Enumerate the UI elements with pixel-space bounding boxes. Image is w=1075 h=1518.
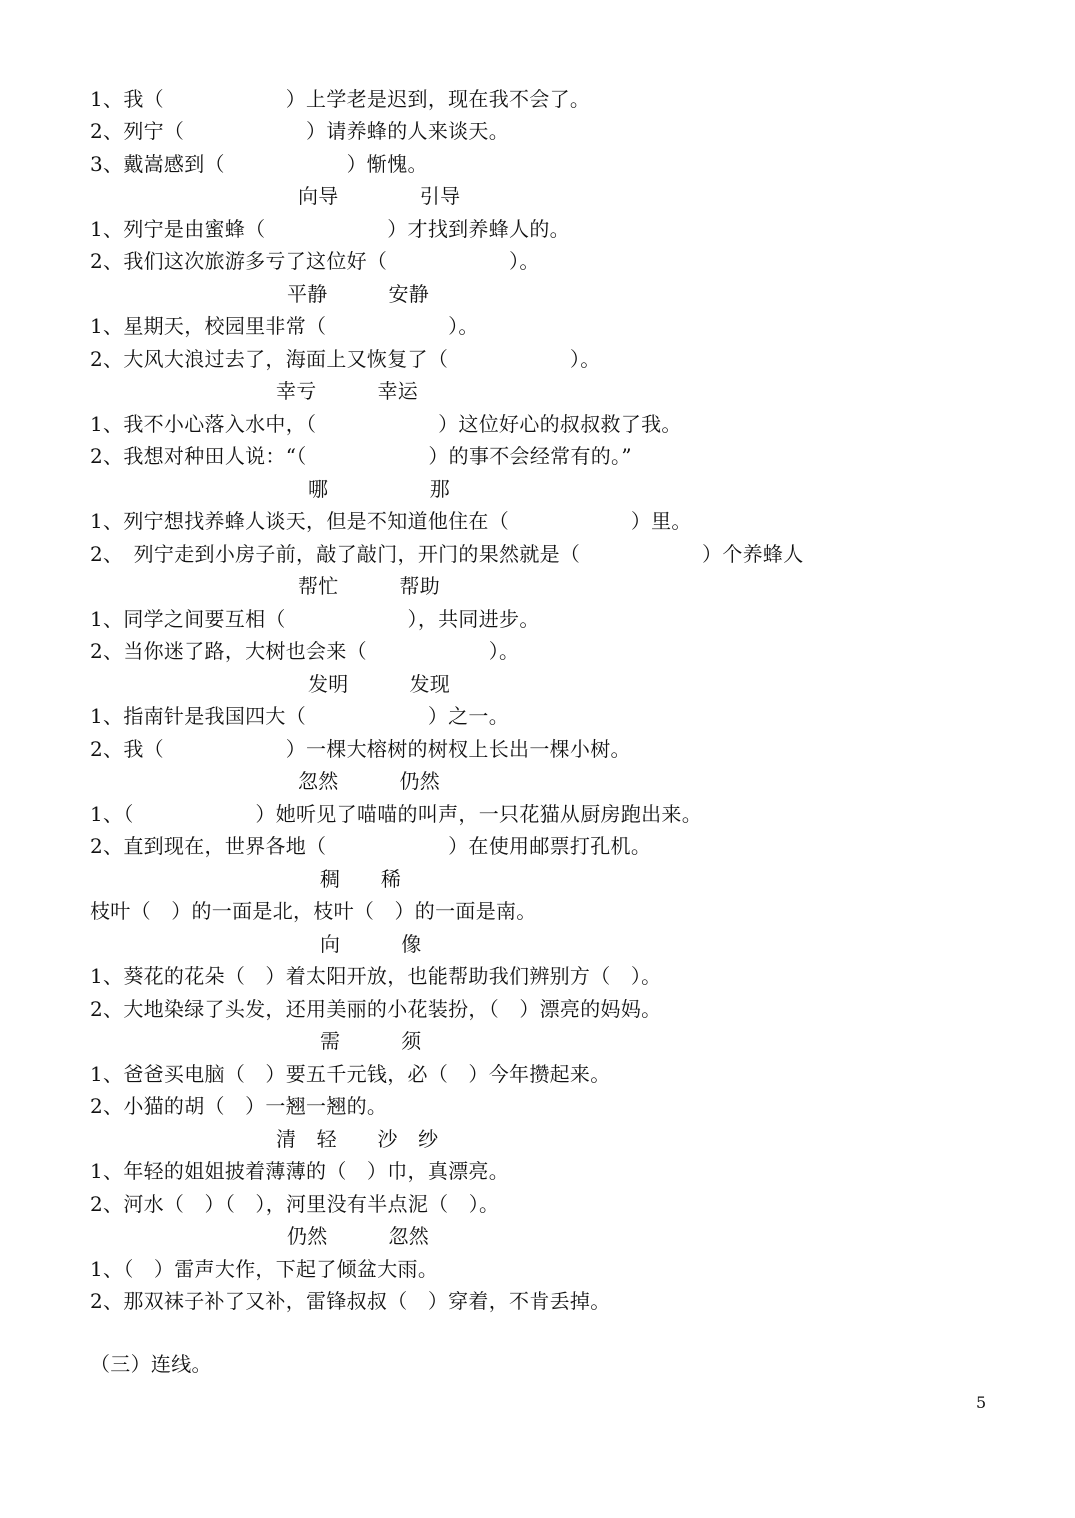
sentence-line: 2、我想对种田人说：“（ ）的事不会经常有的。” bbox=[90, 444, 632, 468]
page-number: 5 bbox=[976, 1393, 987, 1412]
word-pair-line: 向 像 bbox=[320, 932, 422, 956]
sentence-line: 1、指南针是我国四大（ ）之一。 bbox=[90, 704, 510, 728]
word-pair-line: 清 轻 沙 纱 bbox=[276, 1127, 439, 1151]
word-pair-line: 幸亏 幸运 bbox=[276, 379, 419, 403]
sentence-line: 1、我（ ）上学老是迟到，现在我不会了。 bbox=[90, 87, 591, 111]
sentence-line: 2、大风大浪过去了，海面上又恢复了（ ）。 bbox=[90, 347, 601, 371]
sentence-line: 2、我（ ）一棵大榕树的树杈上长出一棵小树。 bbox=[90, 737, 631, 761]
word-pair-line: 发明 发现 bbox=[308, 672, 451, 696]
sentence-line: 3、戴嵩感到（ ）惭愧。 bbox=[90, 152, 428, 176]
sentence-line: 2、大地染绿了头发，还用美丽的小花装扮，（ ）漂亮的妈妈。 bbox=[90, 997, 662, 1021]
sentence-line: 1、（ ）她听见了喵喵的叫声，一只花猫从厨房跑出来。 bbox=[90, 802, 703, 826]
word-pair-line: 忽然 仍然 bbox=[298, 769, 441, 793]
sentence-line: 1、我不小心落入水中，（ ）这位好心的叔叔救了我。 bbox=[90, 412, 682, 436]
sentence-line: 枝叶（ ）的一面是北，枝叶（ ）的一面是南。 bbox=[90, 899, 537, 923]
sentence-line: 1、葵花的花朵（ ）着太阳开放，也能帮助我们辨别方（ ）。 bbox=[90, 964, 662, 988]
sentence-line: 1、（ ）雷声大作，下起了倾盆大雨。 bbox=[90, 1257, 439, 1281]
sentence-line: 1、列宁是由蜜蜂（ ）才找到养蜂人的。 bbox=[90, 217, 570, 241]
word-pair-line: 向导 引导 bbox=[298, 184, 461, 208]
word-pair-line: 帮忙 帮助 bbox=[298, 574, 441, 598]
sentence-line: 1、星期天，校园里非常（ ）。 bbox=[90, 314, 479, 338]
sentence-line: 2、直到现在，世界各地（ ）在使用邮票打孔机。 bbox=[90, 834, 652, 858]
sentence-line: 2、小猫的胡（ ）一翘一翘的。 bbox=[90, 1094, 388, 1118]
word-pair-line: 仍然 忽然 bbox=[287, 1224, 430, 1248]
sentence-line: 2、我们这次旅游多亏了这位好（ ）。 bbox=[90, 249, 540, 273]
sentence-line: 1、同学之间要互相（ ），共同进步。 bbox=[90, 607, 540, 631]
sentence-line: 2、河水（ ）（ ），河里没有半点泥（ ）。 bbox=[90, 1192, 500, 1216]
word-pair-line: 哪 那 bbox=[308, 477, 451, 501]
word-pair-line: 稠 稀 bbox=[320, 867, 402, 891]
section-heading: （三）连线。 bbox=[90, 1352, 212, 1376]
sentence-line: 2、列宁（ ）请养蜂的人来谈天。 bbox=[90, 119, 510, 143]
word-pair-line: 平静 安静 bbox=[287, 282, 430, 306]
word-pair-line: 需 须 bbox=[320, 1029, 422, 1053]
sentence-line: 1、爸爸买电脑（ ）要五千元钱，必（ ）今年攒起来。 bbox=[90, 1062, 611, 1086]
sentence-line: 2、 列宁走到小房子前，敲了敲门，开门的果然就是（ ）个养蜂人 bbox=[90, 542, 804, 566]
sentence-line: 2、那双袜子补了又补，雷锋叔叔（ ）穿着，不肯丢掉。 bbox=[90, 1289, 611, 1313]
sentence-line: 1、列宁想找养蜂人谈天，但是不知道他住在（ ）里。 bbox=[90, 509, 692, 533]
sentence-line: 2、当你迷了路，大树也会来（ ）。 bbox=[90, 639, 520, 663]
sentence-line: 1、年轻的姐姐披着薄薄的（ ）巾，真漂亮。 bbox=[90, 1159, 510, 1183]
